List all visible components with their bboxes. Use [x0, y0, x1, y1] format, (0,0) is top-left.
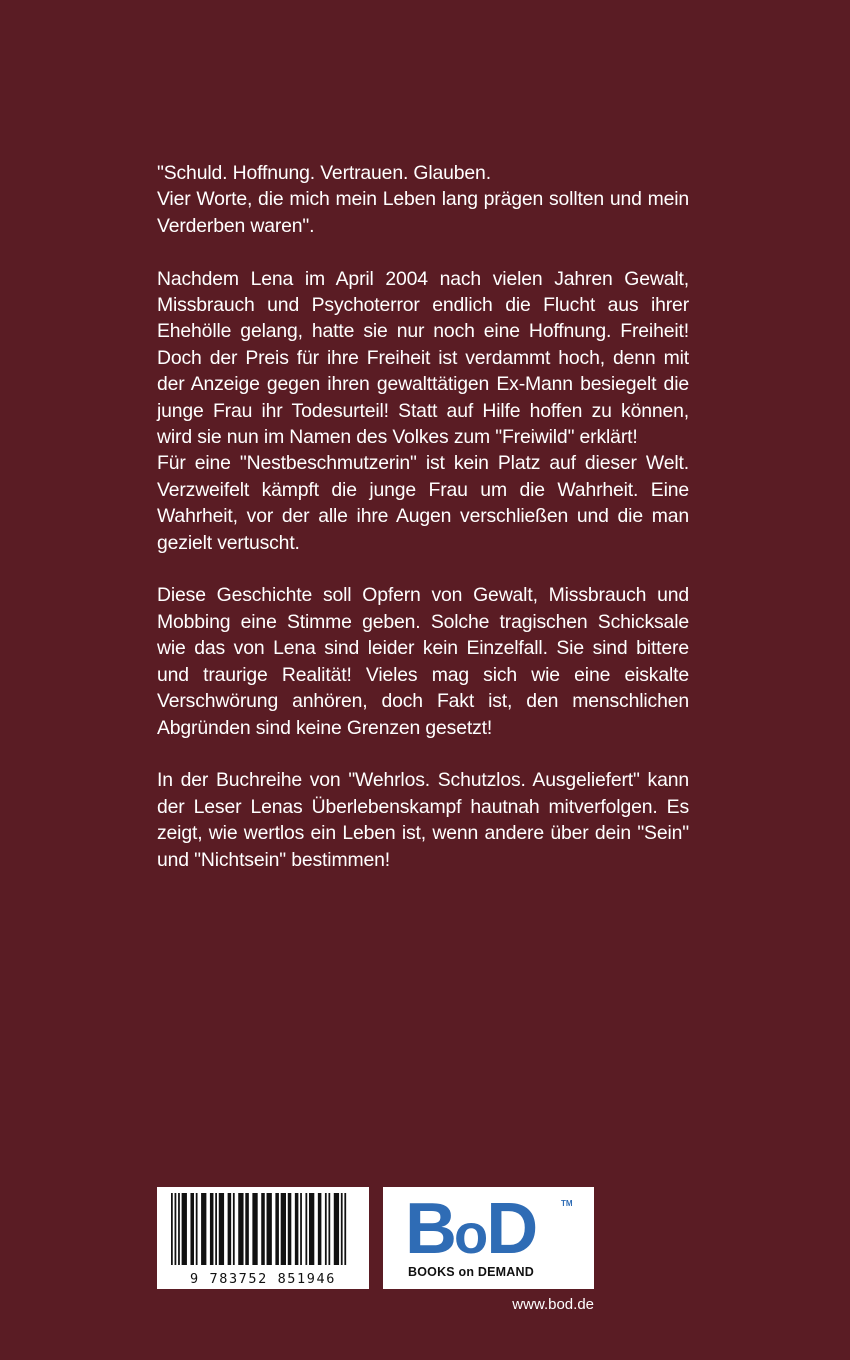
- barcode-bar: [275, 1193, 279, 1265]
- back-cover-blurb: [157, 160, 689, 873]
- barcode-bar: [201, 1193, 206, 1265]
- barcode-bar: [305, 1193, 307, 1265]
- barcode-bar: [341, 1193, 343, 1265]
- barcode-bar: [252, 1193, 257, 1265]
- bod-logo-mark: BoD: [405, 1189, 536, 1269]
- quote-line-1: "Schuld. Hoffnung. Vertrauen. Glauben.: [157, 162, 491, 184]
- barcode-bar: [295, 1193, 299, 1265]
- barcode-bar: [288, 1193, 292, 1265]
- barcode-bar: [309, 1193, 314, 1265]
- barcode-digits: 9 783752 851946: [190, 1271, 336, 1287]
- barcode-bar: [196, 1193, 198, 1265]
- barcode-bar: [300, 1193, 302, 1265]
- barcode-bar: [190, 1193, 194, 1265]
- barcode-bar: [261, 1193, 265, 1265]
- blurb-paragraph-3: Diese Geschichte soll Opfern von Gewalt, Missbrauch und Mobbing eine Stimme geben. Solche tragischen Schicksale wie das von Lena sind leider kein Einzelfall. Sie sind bittere und traurige Realität! Vieles mag sich wie eine eiskalte Verschwörung anhören, doch Fakt ist, den menschlichen Abgründen sind keine Grenzen gesetzt!: [157, 584, 689, 739]
- barcode-bars: [171, 1193, 355, 1265]
- barcode-bar: [210, 1193, 214, 1265]
- barcode-bar: [178, 1193, 180, 1265]
- trademark-symbol: TM: [561, 1199, 573, 1208]
- barcode-bar: [281, 1193, 286, 1265]
- blurb-paragraph-2: Für eine "Nestbeschmutzerin" ist kein Platz auf dieser Welt. Verzweifelt kämpft die junge Frau um die Wahrheit. Eine Wahrheit, vor der alle ihre Augen verschließen und die man gezielt vertuscht.: [157, 452, 689, 554]
- barcode-bar: [175, 1193, 177, 1265]
- barcode-bar: [334, 1193, 339, 1265]
- barcode-bar: [318, 1193, 322, 1265]
- barcode-bar: [267, 1193, 272, 1265]
- barcode-bar: [328, 1193, 330, 1265]
- publisher-logo: [383, 1187, 594, 1289]
- blurb-paragraph-1: Nachdem Lena im April 2004 nach vielen Jahren Gewalt, Missbrauch und Psychoterror endlich die Flucht aus ihrer Ehehölle gelang, hatte sie nur noch eine Hoffnung. Freiheit! Doch der Preis für ihre Freiheit ist verdammt hoch, denn mit der Anzeige gegen ihren gewalttätigen Ex-Mann besiegelt die junge Frau ihr Todesurteil! Statt auf Hilfe hoffen zu können, wird sie nun im Namen des Volkes zum "Freiwild" erklärt!: [157, 267, 689, 449]
- barcode-bar: [245, 1193, 249, 1265]
- barcode-bar: [325, 1193, 327, 1265]
- barcode-bar: [182, 1193, 187, 1265]
- blurb-paragraph-4: In der Buchreihe von "Wehrlos. Schutzlos. Ausgeliefert" kann der Leser Lenas Überlebenskampf hautnah mitverfolgen. Es zeigt, wie wertlos ein Leben ist, wenn andere über dein "Sein" und "Nichtsein" bestimmen!: [157, 769, 689, 871]
- isbn-barcode: [157, 1187, 369, 1289]
- barcode-bar: [219, 1193, 224, 1265]
- barcode-bar: [171, 1193, 173, 1265]
- barcode-bar: [344, 1193, 346, 1265]
- publisher-tagline: BOOKS on DEMAND: [408, 1265, 534, 1279]
- quote-line-2: Vier Worte, die mich mein Leben lang prägen sollten und mein Verderben waren".: [157, 188, 689, 237]
- publisher-url: www.bod.de: [512, 1296, 594, 1313]
- barcode-bar: [238, 1193, 243, 1265]
- barcode-bar: [233, 1193, 235, 1265]
- barcode-bar: [228, 1193, 232, 1265]
- barcode-bar: [215, 1193, 217, 1265]
